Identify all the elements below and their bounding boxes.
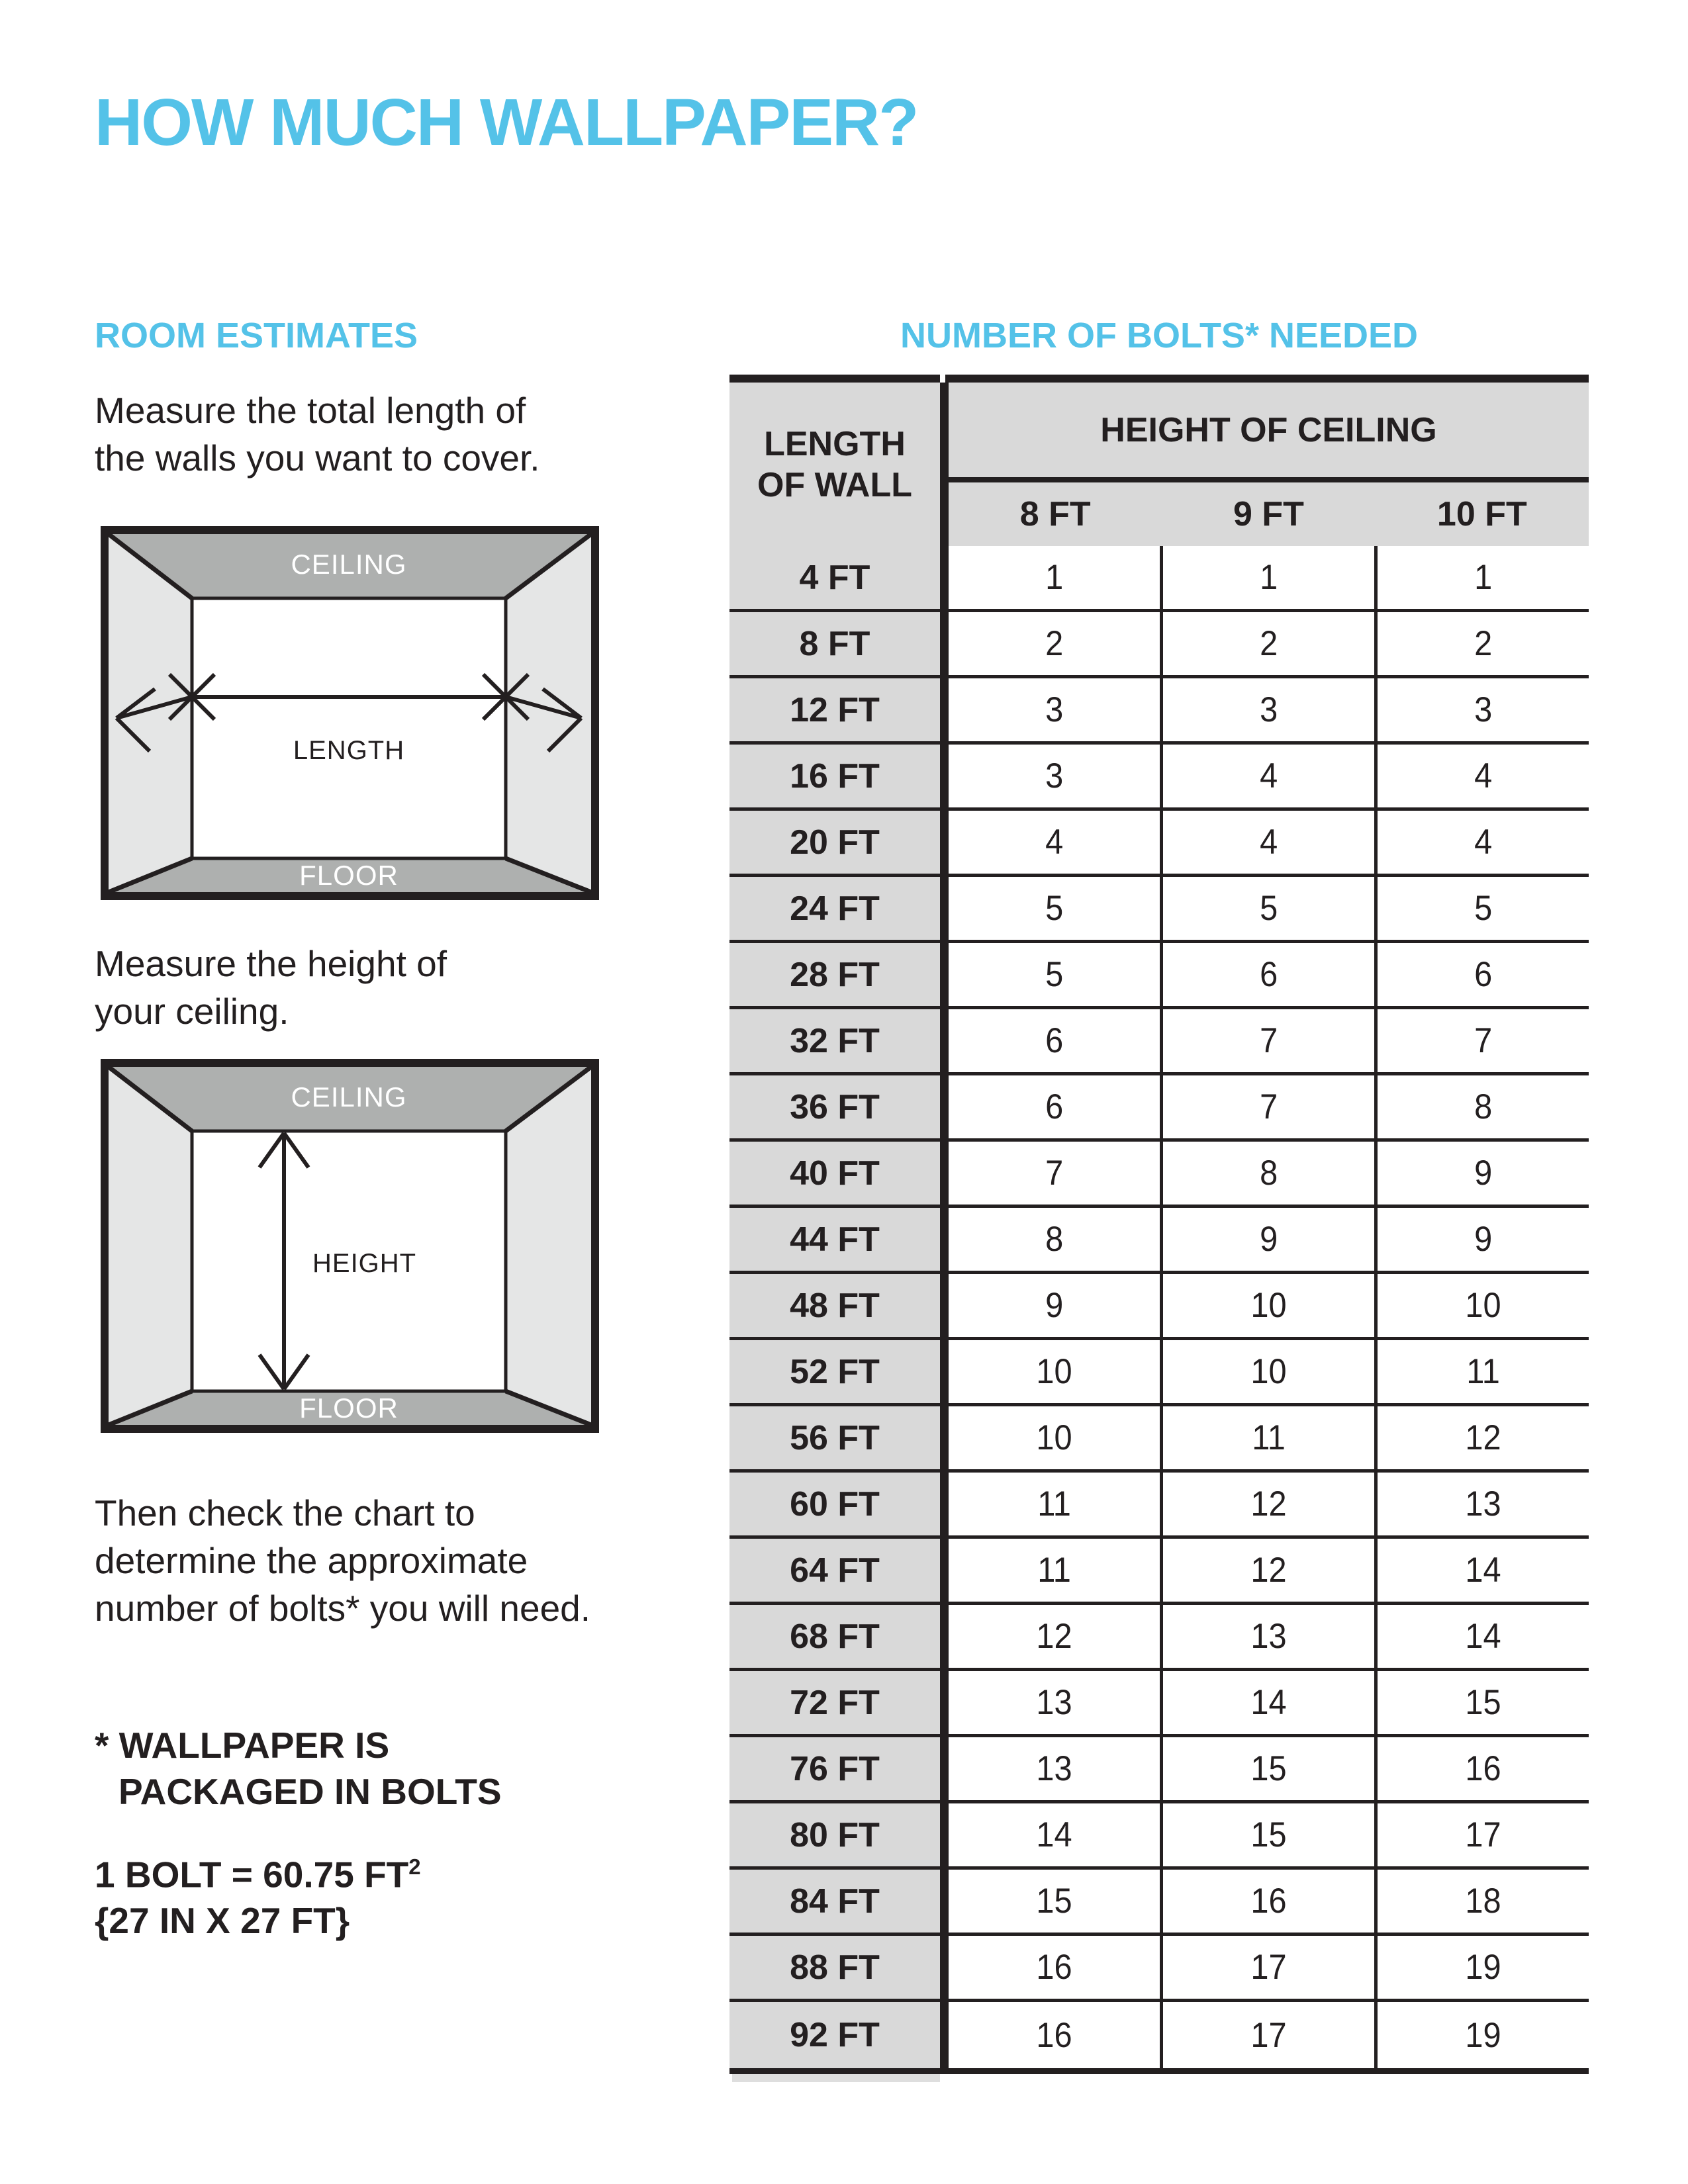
row-divider-segment xyxy=(940,1075,949,1138)
footnote-line2: PACKAGED IN BOLTS xyxy=(118,1771,502,1812)
row-length-label: 68 FT xyxy=(729,1605,940,1668)
bolt-count-cell xyxy=(949,1274,1160,1337)
bolt-count-cell xyxy=(1160,2002,1374,2068)
height-label: HEIGHT xyxy=(312,1249,417,1278)
table-row xyxy=(729,1671,1589,1737)
bolt-spec-superscript: 2 xyxy=(408,1854,421,1879)
bolt-count-value: 4 xyxy=(1474,756,1493,796)
bolt-count-cell xyxy=(1160,943,1374,1006)
bolt-count-cell xyxy=(1374,1737,1589,1800)
bolt-count-value: 6 xyxy=(1045,1021,1064,1060)
instruction-chart-line3: number of bolts* you will need. xyxy=(95,1588,591,1629)
row-length-label: 92 FT xyxy=(729,2002,940,2068)
bolt-count-value: 13 xyxy=(1036,1683,1072,1722)
instruction-height xyxy=(95,940,447,1035)
table-row xyxy=(729,1737,1589,1803)
bolt-count-value: 4 xyxy=(1259,823,1278,862)
bolt-count-value: 2 xyxy=(1045,624,1064,663)
bolts-table-body xyxy=(729,546,1589,2068)
bolt-count-cell xyxy=(1160,877,1374,940)
instruction-height-line2: your ceiling. xyxy=(95,991,289,1032)
row-length-label: 12 FT xyxy=(729,678,940,741)
table-row xyxy=(729,2002,1589,2068)
column-headers-row xyxy=(949,482,1589,546)
table-row xyxy=(729,1870,1589,1936)
column-header-10ft: 10 FT xyxy=(1436,495,1527,533)
bolt-count-cell xyxy=(949,1340,1160,1403)
bolt-count-value: 4 xyxy=(1474,823,1493,862)
bolt-count-value: 10 xyxy=(1250,1352,1287,1391)
row-length-label: 28 FT xyxy=(729,943,940,1006)
back-wall-panel xyxy=(192,598,506,858)
length-diagram xyxy=(101,526,599,900)
row-length-label: 52 FT xyxy=(729,1340,940,1403)
group-header-underline xyxy=(949,477,1589,482)
bolt-count-value: 10 xyxy=(1036,1418,1072,1457)
table-row xyxy=(729,612,1589,678)
corner-header-length-of-wall xyxy=(729,383,940,546)
instruction-length-line2: the walls you want to cover. xyxy=(95,437,540,478)
bolt-count-value: 10 xyxy=(1465,1286,1501,1325)
bolt-count-cell xyxy=(1374,1142,1589,1205)
bolt-count-cell xyxy=(1374,811,1589,874)
row-divider-segment xyxy=(940,1737,949,1800)
row-divider-segment xyxy=(940,1473,949,1535)
bolt-count-value: 11 xyxy=(1037,1551,1071,1590)
table-bottom-border xyxy=(729,2068,1589,2074)
bolt-count-value: 11 xyxy=(1466,1352,1500,1391)
bolt-count-cell xyxy=(949,612,1160,675)
bolt-count-cell xyxy=(949,1473,1160,1535)
bolt-count-cell xyxy=(949,811,1160,874)
bolt-count-cell xyxy=(1374,1208,1589,1271)
length-label: LENGTH xyxy=(293,736,405,765)
bolt-count-value: 16 xyxy=(1465,1749,1501,1788)
column-header-9ft: 9 FT xyxy=(1233,495,1304,533)
bolt-count-value: 15 xyxy=(1465,1683,1501,1722)
bolt-count-value: 9 xyxy=(1259,1220,1278,1259)
footnote-line1: * WALLPAPER IS xyxy=(95,1725,390,1766)
row-divider-segment xyxy=(940,1208,949,1271)
instruction-length xyxy=(95,387,540,482)
bolt-count-value: 19 xyxy=(1465,1948,1501,1987)
bolt-count-cell xyxy=(949,1605,1160,1668)
bolt-count-cell xyxy=(1374,1671,1589,1734)
bolt-count-value: 6 xyxy=(1259,955,1278,994)
bolt-count-value: 7 xyxy=(1259,1087,1278,1126)
bolt-count-cell xyxy=(1160,1803,1374,1866)
row-divider-segment xyxy=(940,1009,949,1072)
row-length-label: 44 FT xyxy=(729,1208,940,1271)
bolt-count-value: 12 xyxy=(1250,1484,1287,1524)
bolt-count-cell xyxy=(949,1075,1160,1138)
table-row xyxy=(729,1605,1589,1671)
bolt-count-cell xyxy=(1160,1671,1374,1734)
bolt-count-value: 11 xyxy=(1037,1484,1071,1524)
bolt-count-value: 6 xyxy=(1045,1087,1064,1126)
table-top-border-left xyxy=(729,375,940,383)
bolt-count-cell xyxy=(1374,1009,1589,1072)
floor-label: FLOOR xyxy=(299,1392,399,1424)
bolt-count-cell xyxy=(1374,1605,1589,1668)
instruction-chart-line1: Then check the chart to xyxy=(95,1492,475,1533)
bolt-count-cell xyxy=(1374,2002,1589,2068)
bolt-spec-line1 xyxy=(95,1844,421,1897)
bolt-count-cell xyxy=(1160,678,1374,741)
row-divider-segment xyxy=(940,1605,949,1668)
bolt-count-value: 15 xyxy=(1250,1749,1287,1788)
room-estimates-heading: ROOM ESTIMATES xyxy=(95,316,418,355)
bolt-count-cell xyxy=(949,1142,1160,1205)
table-row xyxy=(729,1936,1589,2002)
bolt-count-cell xyxy=(1160,1142,1374,1205)
bolt-count-value: 1 xyxy=(1474,558,1493,597)
bolt-count-value: 5 xyxy=(1045,955,1064,994)
bolt-count-cell xyxy=(1160,1539,1374,1602)
bolt-count-cell xyxy=(1160,745,1374,807)
bolts-needed-heading: NUMBER OF BOLTS* NEEDED xyxy=(900,316,1419,355)
floor-label: FLOOR xyxy=(299,860,399,891)
bolt-count-value: 11 xyxy=(1252,1418,1286,1457)
bolt-count-cell xyxy=(1160,1870,1374,1933)
row-divider-segment xyxy=(940,745,949,807)
bolt-count-cell xyxy=(949,678,1160,741)
bolt-count-value: 5 xyxy=(1045,889,1064,928)
table-row xyxy=(729,1473,1589,1539)
table-row xyxy=(729,1208,1589,1274)
bolt-spec xyxy=(95,1844,421,1944)
row-length-label: 88 FT xyxy=(729,1936,940,1999)
row-divider-segment xyxy=(940,1870,949,1933)
bolt-count-value: 9 xyxy=(1045,1286,1064,1325)
bolt-count-value: 14 xyxy=(1465,1551,1501,1590)
table-row xyxy=(729,678,1589,745)
bolt-count-cell xyxy=(949,1737,1160,1800)
bolt-count-value: 8 xyxy=(1045,1220,1064,1259)
bolt-count-value: 15 xyxy=(1036,1882,1072,1921)
row-divider-segment xyxy=(940,1142,949,1205)
bolt-count-value: 6 xyxy=(1474,955,1493,994)
bolt-count-value: 13 xyxy=(1036,1749,1072,1788)
bolt-count-cell xyxy=(1160,1406,1374,1469)
bolt-count-cell xyxy=(949,1539,1160,1602)
bolt-count-cell xyxy=(1160,1936,1374,1999)
bolt-spec-text: 1 BOLT = 60.75 FT xyxy=(95,1854,409,1895)
table-row xyxy=(729,1803,1589,1870)
bolt-count-cell xyxy=(1374,943,1589,1006)
bolt-count-cell xyxy=(1374,1870,1589,1933)
instruction-height-line1: Measure the height of xyxy=(95,943,447,984)
bolt-count-cell xyxy=(1374,1340,1589,1403)
bolt-count-value: 14 xyxy=(1465,1617,1501,1656)
corner-header-line2: OF WALL xyxy=(757,465,912,504)
bolt-count-value: 2 xyxy=(1259,624,1278,663)
row-length-label: 24 FT xyxy=(729,877,940,940)
bolt-count-value: 3 xyxy=(1259,690,1278,729)
bolt-count-cell xyxy=(1160,1075,1374,1138)
bolt-count-value: 9 xyxy=(1474,1220,1493,1259)
row-length-label: 60 FT xyxy=(729,1473,940,1535)
row-length-label: 48 FT xyxy=(729,1274,940,1337)
bolt-count-value: 8 xyxy=(1259,1154,1278,1193)
bolt-count-cell xyxy=(949,877,1160,940)
corner-header-line1: LENGTH xyxy=(764,424,906,463)
bolt-count-cell xyxy=(949,546,1160,609)
bolt-count-value: 7 xyxy=(1474,1021,1493,1060)
bolt-count-value: 9 xyxy=(1474,1154,1493,1193)
row-length-label: 80 FT xyxy=(729,1803,940,1866)
bolt-count-cell xyxy=(949,2002,1160,2068)
table-row xyxy=(729,1009,1589,1075)
bolt-count-value: 15 xyxy=(1250,1815,1287,1854)
bolt-count-value: 10 xyxy=(1250,1286,1287,1325)
bolt-count-cell xyxy=(1160,1340,1374,1403)
row-length-label: 64 FT xyxy=(729,1539,940,1602)
row-length-label: 84 FT xyxy=(729,1870,940,1933)
bolt-count-value: 1 xyxy=(1259,558,1278,597)
row-length-label: 4 FT xyxy=(729,546,940,609)
row-length-label: 32 FT xyxy=(729,1009,940,1072)
bolt-spec-line2: {27 IN X 27 FT} xyxy=(95,1900,350,1942)
bolt-count-cell xyxy=(949,1936,1160,1999)
bolt-count-cell xyxy=(1374,1406,1589,1469)
instruction-length-line1: Measure the total length of xyxy=(95,390,526,431)
bolt-count-cell xyxy=(1160,811,1374,874)
table-left-column-bleed xyxy=(732,2074,940,2082)
row-divider-segment xyxy=(940,1274,949,1337)
bolt-count-cell xyxy=(949,1803,1160,1866)
bolt-count-value: 8 xyxy=(1474,1087,1493,1126)
bolt-count-cell xyxy=(1160,1208,1374,1271)
bolt-count-value: 5 xyxy=(1259,889,1278,928)
bolt-count-value: 7 xyxy=(1045,1154,1064,1193)
row-divider-segment xyxy=(940,678,949,741)
table-vertical-divider xyxy=(940,383,949,546)
bolt-count-value: 2 xyxy=(1474,624,1493,663)
table-row xyxy=(729,1539,1589,1605)
bolt-count-value: 18 xyxy=(1465,1882,1501,1921)
bolt-count-cell xyxy=(1374,546,1589,609)
row-divider-segment xyxy=(940,1340,949,1403)
ceiling-label: CEILING xyxy=(291,549,407,580)
instruction-chart xyxy=(95,1489,590,1632)
bolt-count-value: 5 xyxy=(1474,889,1493,928)
table-row xyxy=(729,546,1589,612)
bolts-footnote xyxy=(95,1722,502,1815)
row-divider-segment xyxy=(940,2002,949,2068)
bolt-count-value: 12 xyxy=(1036,1617,1072,1656)
bolt-count-value: 14 xyxy=(1250,1683,1287,1722)
bolt-count-value: 7 xyxy=(1259,1021,1278,1060)
bolt-count-value: 10 xyxy=(1036,1352,1072,1391)
bolt-count-cell xyxy=(949,1406,1160,1469)
group-header-height-of-ceiling: HEIGHT OF CEILING xyxy=(949,383,1589,477)
bolt-count-value: 16 xyxy=(1036,1948,1072,1987)
bolt-count-value: 3 xyxy=(1045,756,1064,796)
bolt-count-value: 12 xyxy=(1250,1551,1287,1590)
table-row xyxy=(729,1142,1589,1208)
row-length-label: 36 FT xyxy=(729,1075,940,1138)
bolt-count-value: 1 xyxy=(1045,558,1064,597)
bolt-count-cell xyxy=(949,1009,1160,1072)
row-length-label: 16 FT xyxy=(729,745,940,807)
table-row xyxy=(729,745,1589,811)
bolt-count-value: 4 xyxy=(1259,756,1278,796)
row-length-label: 20 FT xyxy=(729,811,940,874)
height-diagram xyxy=(101,1059,599,1433)
instruction-chart-line2: determine the approximate xyxy=(95,1540,528,1581)
bolt-count-cell xyxy=(1160,1009,1374,1072)
bolt-count-value: 17 xyxy=(1465,1815,1501,1854)
table-row xyxy=(729,877,1589,943)
bolt-count-value: 3 xyxy=(1045,690,1064,729)
table-row xyxy=(729,811,1589,877)
column-header-8ft: 8 FT xyxy=(1019,495,1091,533)
bolt-count-cell xyxy=(1160,546,1374,609)
bolt-count-cell xyxy=(949,1870,1160,1933)
bolt-count-cell xyxy=(1374,1936,1589,1999)
bolt-count-cell xyxy=(949,943,1160,1006)
row-length-label: 56 FT xyxy=(729,1406,940,1469)
row-divider-segment xyxy=(940,811,949,874)
row-divider-segment xyxy=(940,1803,949,1866)
row-divider-segment xyxy=(940,1936,949,1999)
bolt-count-cell xyxy=(1374,1539,1589,1602)
bolt-count-value: 17 xyxy=(1250,2015,1287,2055)
row-divider-segment xyxy=(940,1671,949,1734)
bolt-count-cell xyxy=(1160,1473,1374,1535)
bolt-count-cell xyxy=(949,1208,1160,1271)
row-divider-segment xyxy=(940,877,949,940)
page-title: HOW MUCH WALLPAPER? xyxy=(95,85,918,159)
row-length-label: 72 FT xyxy=(729,1671,940,1734)
bolts-table xyxy=(729,375,1589,2082)
bolt-count-value: 13 xyxy=(1465,1484,1501,1524)
bolt-count-value: 4 xyxy=(1045,823,1064,862)
bolt-count-cell xyxy=(1160,1605,1374,1668)
row-divider-segment xyxy=(940,1406,949,1469)
bolt-count-value: 16 xyxy=(1250,1882,1287,1921)
table-row xyxy=(729,1340,1589,1406)
bolt-count-value: 16 xyxy=(1036,2015,1072,2055)
bolt-count-cell xyxy=(1160,1737,1374,1800)
row-length-label: 8 FT xyxy=(729,612,940,675)
bolt-count-cell xyxy=(1160,612,1374,675)
bolt-count-cell xyxy=(1374,1274,1589,1337)
bolt-count-value: 13 xyxy=(1250,1617,1287,1656)
table-row xyxy=(729,1075,1589,1142)
bolt-count-value: 17 xyxy=(1250,1948,1287,1987)
bolt-count-cell xyxy=(1374,612,1589,675)
bolt-count-cell xyxy=(1374,1803,1589,1866)
table-row xyxy=(729,1274,1589,1340)
row-divider-segment xyxy=(940,546,949,609)
ceiling-label: CEILING xyxy=(291,1081,407,1113)
bolt-count-cell xyxy=(1374,877,1589,940)
row-length-label: 76 FT xyxy=(729,1737,940,1800)
bolt-count-value: 19 xyxy=(1465,2015,1501,2055)
row-divider-segment xyxy=(940,1539,949,1602)
bolt-count-value: 14 xyxy=(1036,1815,1072,1854)
bolt-count-cell xyxy=(949,745,1160,807)
bolt-count-cell xyxy=(1374,1473,1589,1535)
table-top-border-right xyxy=(945,375,1589,383)
bolt-count-value: 3 xyxy=(1474,690,1493,729)
row-length-label: 40 FT xyxy=(729,1142,940,1205)
table-row xyxy=(729,1406,1589,1473)
row-divider-segment xyxy=(940,943,949,1006)
table-row xyxy=(729,943,1589,1009)
row-divider-segment xyxy=(940,612,949,675)
bolt-count-cell xyxy=(949,1671,1160,1734)
bolt-count-cell xyxy=(1160,1274,1374,1337)
bolt-count-cell xyxy=(1374,678,1589,741)
bolt-count-cell xyxy=(1374,745,1589,807)
bolt-count-value: 12 xyxy=(1465,1418,1501,1457)
bolt-count-cell xyxy=(1374,1075,1589,1138)
